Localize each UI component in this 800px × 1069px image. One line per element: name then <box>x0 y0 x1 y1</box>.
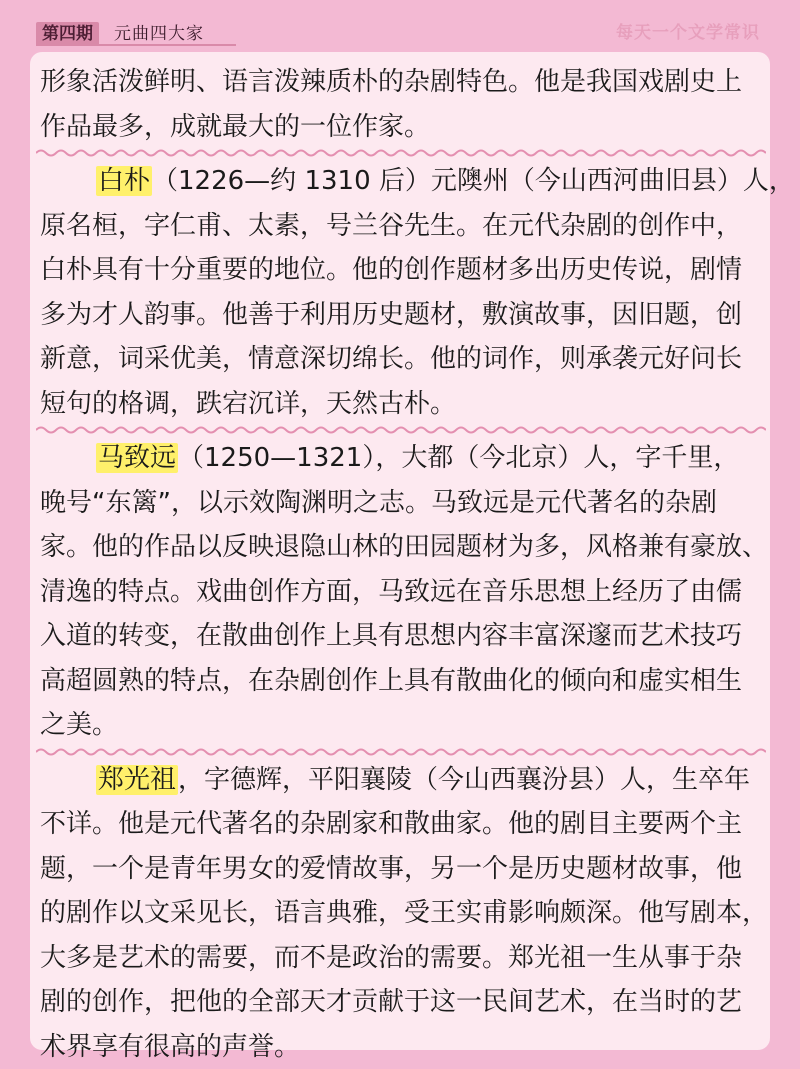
text-line: 清逸的特点。戏曲创作方面，马致远在音乐思想上经历了由儒 <box>40 570 764 615</box>
text-line <box>40 758 764 803</box>
article-content <box>40 60 764 1069</box>
author-name-highlight: 马致远 <box>96 443 178 473</box>
text-line: 题，一个是青年男女的爱情故事，另一个是历史题材故事，他 <box>40 847 764 892</box>
text-line: 高超圆熟的特点，在杂剧创作上具有散曲化的倾向和虚实相生 <box>40 659 764 704</box>
text-line: 之美。 <box>40 703 764 748</box>
text-line: 新意，词采优美，情意深切绵长。他的词作，则承袭元好问长 <box>40 337 764 382</box>
text-span: ，字德辉，平阳襄陵（今山西襄汾县）人，生卒年 <box>178 765 750 795</box>
text-line: 晚号“东篱”，以示效陶渊明之志。马致远是元代著名的杂剧 <box>40 481 764 526</box>
paragraph-zheng-guangzu <box>40 758 764 1069</box>
issue-tag: 第四期 <box>36 22 99 46</box>
text-line: 原名桓，字仁甫、太素，号兰谷先生。在元代杂剧的创作中， <box>40 204 764 249</box>
author-name-highlight: 郑光祖 <box>96 765 178 795</box>
text-line: 剧的创作，把他的全部天才贡献于这一民间艺术，在当时的艺 <box>40 980 764 1025</box>
text-line: 多为才人韵事。他善于利用历史题材，敷演故事，因旧题，创 <box>40 293 764 338</box>
text-line: 形象活泼鲜明、语言泼辣质朴的杂剧特色。他是我国戏剧史上 <box>40 60 764 105</box>
wavy-divider <box>36 746 766 758</box>
paragraph-bai-pu <box>40 159 764 426</box>
text-line <box>40 159 764 204</box>
text-line: 不详。他是元代著名的杂剧家和散曲家。他的剧目主要两个主 <box>40 802 764 847</box>
text-line: 家。他的作品以反映退隐山林的田园题材为多，风格兼有豪放、 <box>40 525 764 570</box>
text-span: （1226—约 1310 后）元隩州（今山西河曲旧县）人， <box>152 166 795 196</box>
paragraph-intro <box>40 60 764 149</box>
header <box>0 0 800 46</box>
paragraph-ma-zhiyuan <box>40 436 764 748</box>
text-span: （1250—1321），大都（今北京）人，字千里， <box>178 443 739 473</box>
header-underline <box>36 44 236 46</box>
text-line: 入道的转变，在散曲创作上具有思想内容丰富深邃而艺术技巧 <box>40 614 764 659</box>
text-line: 作品最多，成就最大的一位作家。 <box>40 105 764 150</box>
text-line <box>40 436 764 481</box>
text-line: 白朴具有十分重要的地位。他的创作题材多出历史传说，剧情 <box>40 248 764 293</box>
author-name-highlight: 白朴 <box>96 166 152 196</box>
text-line: 短句的格调，跌宕沉详，天然古朴。 <box>40 382 764 427</box>
text-line: 大多是艺术的需要，而不是政治的需要。郑光祖一生从事于杂 <box>40 936 764 981</box>
brand-slogan: 每天一个文学常识 <box>616 18 760 43</box>
issue-title: 元曲四大家 <box>114 22 204 46</box>
text-line: 的剧作以文采见长，语言典雅，受王实甫影响颇深。他写剧本， <box>40 891 764 936</box>
text-line: 术界享有很高的声誉。 <box>40 1025 764 1069</box>
